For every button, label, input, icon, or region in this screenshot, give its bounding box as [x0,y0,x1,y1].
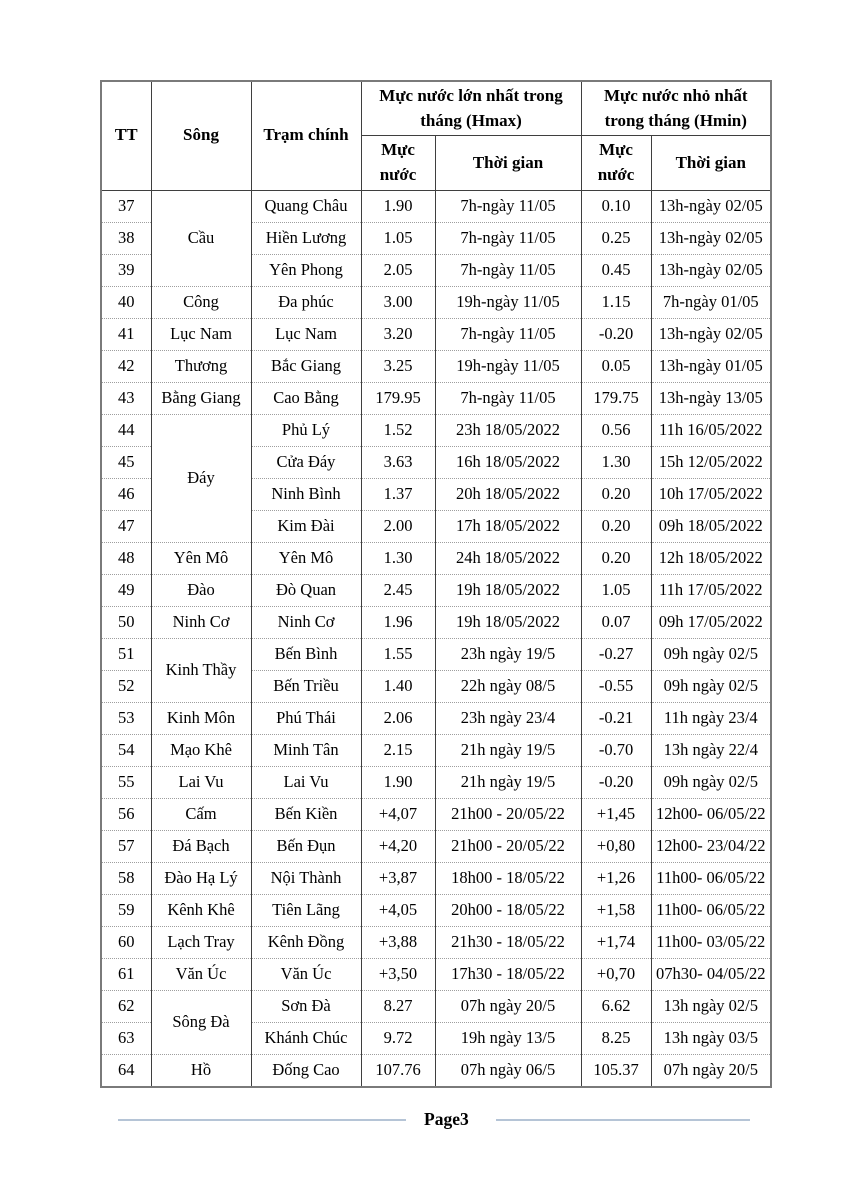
river-cell: Yên Mô [151,542,251,574]
hmax-time-cell: 19h 18/05/2022 [435,606,581,638]
station-cell: Bến Đụn [251,830,361,862]
header-tram-chinh: Trạm chính [251,81,361,190]
hmax-time-cell: 23h ngày 19/5 [435,638,581,670]
hmax-value-cell: 3.00 [361,286,435,318]
hmax-value-cell: +4,07 [361,798,435,830]
river-cell: Bằng Giang [151,382,251,414]
station-cell: Nội Thành [251,862,361,894]
table-row [101,1054,771,1087]
tt-cell: 44 [101,414,151,446]
river-cell: Lạch Tray [151,926,251,958]
station-cell: Đa phúc [251,286,361,318]
header-hmax-group: Mực nước lớn nhất trong tháng (Hmax) [361,81,581,136]
hmax-value-cell: 179.95 [361,382,435,414]
hmax-value-cell: 2.45 [361,574,435,606]
hmax-value-cell: 3.25 [361,350,435,382]
table-row [101,574,771,606]
table-row [101,606,771,638]
hmin-value-cell: +1,45 [581,798,651,830]
hmin-time-cell: 13h ngày 02/5 [651,990,771,1022]
hmin-time-cell: 12h00- 23/04/22 [651,830,771,862]
hmax-value-cell: 1.40 [361,670,435,702]
hmax-value-cell: 1.05 [361,222,435,254]
tt-cell: 63 [101,1022,151,1054]
river-cell: Mạo Khê [151,734,251,766]
hmax-time-cell: 7h-ngày 11/05 [435,254,581,286]
hmin-time-cell: 11h ngày 23/4 [651,702,771,734]
river-cell: Lai Vu [151,766,251,798]
table-row [101,542,771,574]
river-cell: Đá Bạch [151,830,251,862]
river-cell: Đáy [151,414,251,542]
hmin-value-cell: 0.20 [581,542,651,574]
station-cell: Đò Quan [251,574,361,606]
river-cell: Kinh Môn [151,702,251,734]
hmax-time-cell: 20h00 - 18/05/22 [435,894,581,926]
hmin-value-cell: 1.30 [581,446,651,478]
station-cell: Bắc Giang [251,350,361,382]
tt-cell: 37 [101,190,151,222]
station-cell: Văn Úc [251,958,361,990]
hmin-time-cell: 13h ngày 03/5 [651,1022,771,1054]
hmin-time-cell: 13h-ngày 02/05 [651,222,771,254]
hmax-time-cell: 7h-ngày 11/05 [435,318,581,350]
table-row [101,894,771,926]
hmax-time-cell: 24h 18/05/2022 [435,542,581,574]
hmin-value-cell: 0.05 [581,350,651,382]
hmax-time-cell: 21h30 - 18/05/22 [435,926,581,958]
station-cell: Cao Bằng [251,382,361,414]
tt-cell: 39 [101,254,151,286]
tt-cell: 46 [101,478,151,510]
hmin-time-cell: 07h30- 04/05/22 [651,958,771,990]
hmax-value-cell: 2.05 [361,254,435,286]
hmin-value-cell: 1.05 [581,574,651,606]
hmax-value-cell: +3,87 [361,862,435,894]
hmin-time-cell: 11h00- 06/05/22 [651,894,771,926]
hmin-value-cell: 105.37 [581,1054,651,1087]
table-row [101,926,771,958]
hmax-time-cell: 17h 18/05/2022 [435,510,581,542]
hmin-time-cell: 13h-ngày 01/05 [651,350,771,382]
table-row [101,798,771,830]
hmin-time-cell: 12h00- 06/05/22 [651,798,771,830]
hmax-value-cell: 8.27 [361,990,435,1022]
hmin-time-cell: 11h00- 06/05/22 [651,862,771,894]
river-cell: Văn Úc [151,958,251,990]
station-cell: Quang Châu [251,190,361,222]
hmin-time-cell: 10h 17/05/2022 [651,478,771,510]
tt-cell: 62 [101,990,151,1022]
river-cell: Cấm [151,798,251,830]
hmin-time-cell: 11h 16/05/2022 [651,414,771,446]
hmin-time-cell: 15h 12/05/2022 [651,446,771,478]
station-cell: Khánh Chúc [251,1022,361,1054]
hmin-value-cell: 0.56 [581,414,651,446]
hmin-value-cell: +1,26 [581,862,651,894]
tt-cell: 38 [101,222,151,254]
footer-rule-right [496,1119,750,1121]
table-row [101,318,771,350]
hmin-time-cell: 09h 18/05/2022 [651,510,771,542]
river-cell: Ninh Cơ [151,606,251,638]
table-row [101,766,771,798]
tt-cell: 55 [101,766,151,798]
station-cell: Minh Tân [251,734,361,766]
header-tt: TT [101,81,151,190]
hmax-time-cell: 07h ngày 20/5 [435,990,581,1022]
station-cell: Tiên Lãng [251,894,361,926]
station-cell: Bến Bình [251,638,361,670]
table-row [101,990,771,1022]
hmin-value-cell: 0.25 [581,222,651,254]
table-row [101,958,771,990]
hmax-time-cell: 16h 18/05/2022 [435,446,581,478]
hmin-value-cell: -0.20 [581,766,651,798]
hmax-time-cell: 20h 18/05/2022 [435,478,581,510]
station-cell: Hiền Lương [251,222,361,254]
tt-cell: 41 [101,318,151,350]
tt-cell: 50 [101,606,151,638]
hmin-value-cell: 0.20 [581,510,651,542]
hmax-value-cell: 2.00 [361,510,435,542]
river-cell: Kênh Khê [151,894,251,926]
table-row [101,830,771,862]
tt-cell: 43 [101,382,151,414]
hmin-value-cell: 6.62 [581,990,651,1022]
table-row [101,862,771,894]
hmax-time-cell: 19h-ngày 11/05 [435,350,581,382]
tt-cell: 64 [101,1054,151,1087]
hmax-value-cell: 107.76 [361,1054,435,1087]
station-cell: Cửa Đáy [251,446,361,478]
hmin-value-cell: 179.75 [581,382,651,414]
tt-cell: 56 [101,798,151,830]
hmax-time-cell: 17h30 - 18/05/22 [435,958,581,990]
river-cell: Đào [151,574,251,606]
hmin-value-cell: +0,80 [581,830,651,862]
tt-cell: 48 [101,542,151,574]
hmax-time-cell: 21h00 - 20/05/22 [435,798,581,830]
header-hmin-group: Mực nước nhỏ nhất trong tháng (Hmin) [581,81,771,136]
tt-cell: 54 [101,734,151,766]
hmax-time-cell: 07h ngày 06/5 [435,1054,581,1087]
hmax-value-cell: 3.63 [361,446,435,478]
table-row [101,286,771,318]
table-row [101,638,771,670]
river-cell: Công [151,286,251,318]
hmin-value-cell: -0.70 [581,734,651,766]
hmax-value-cell: +4,20 [361,830,435,862]
hmin-time-cell: 09h ngày 02/5 [651,670,771,702]
hmin-value-cell: 0.07 [581,606,651,638]
hmax-value-cell: +3,50 [361,958,435,990]
header-song: Sông [151,81,251,190]
station-cell: Phủ Lý [251,414,361,446]
river-cell: Hồ [151,1054,251,1087]
hmax-time-cell: 23h ngày 23/4 [435,702,581,734]
hmax-value-cell: 1.52 [361,414,435,446]
tt-cell: 52 [101,670,151,702]
station-cell: Sơn Đà [251,990,361,1022]
station-cell: Ninh Cơ [251,606,361,638]
hmax-time-cell: 7h-ngày 11/05 [435,382,581,414]
station-cell: Kênh Đồng [251,926,361,958]
hmax-value-cell: 1.90 [361,190,435,222]
hmin-value-cell: 1.15 [581,286,651,318]
hmax-time-cell: 7h-ngày 11/05 [435,190,581,222]
header-hmin-thoi-gian: Thời gian [651,136,771,190]
tt-cell: 40 [101,286,151,318]
hmax-value-cell: 1.90 [361,766,435,798]
hmin-value-cell: -0.55 [581,670,651,702]
footer-rule-left [118,1119,406,1121]
river-cell: Sông Đà [151,990,251,1054]
river-cell: Kinh Thầy [151,638,251,702]
station-cell: Phú Thái [251,702,361,734]
station-cell: Yên Mô [251,542,361,574]
table-row [101,190,771,222]
hmin-time-cell: 13h-ngày 02/05 [651,190,771,222]
tt-cell: 53 [101,702,151,734]
table-body [101,190,771,1087]
tt-cell: 45 [101,446,151,478]
station-cell: Lai Vu [251,766,361,798]
tt-cell: 42 [101,350,151,382]
hmin-value-cell: 8.25 [581,1022,651,1054]
tt-cell: 47 [101,510,151,542]
page-footer [118,1111,750,1129]
station-cell: Đống Cao [251,1054,361,1087]
hmin-value-cell: 0.10 [581,190,651,222]
table-header [101,81,771,190]
hmax-time-cell: 19h-ngày 11/05 [435,286,581,318]
tt-cell: 57 [101,830,151,862]
hmin-time-cell: 12h 18/05/2022 [651,542,771,574]
station-cell: Bến Kiền [251,798,361,830]
hmax-value-cell: 9.72 [361,1022,435,1054]
hmin-value-cell: -0.21 [581,702,651,734]
hmin-time-cell: 09h ngày 02/5 [651,638,771,670]
page-number-label: Page3 [424,1109,469,1129]
hmin-value-cell: 0.45 [581,254,651,286]
hmin-time-cell: 07h ngày 20/5 [651,1054,771,1087]
hmax-value-cell: 2.06 [361,702,435,734]
table-row [101,350,771,382]
hmax-time-cell: 21h ngày 19/5 [435,766,581,798]
hmin-value-cell: -0.27 [581,638,651,670]
water-level-table [100,80,772,1088]
hmax-time-cell: 21h ngày 19/5 [435,734,581,766]
hmin-value-cell: -0.20 [581,318,651,350]
hmin-value-cell: +0,70 [581,958,651,990]
hmax-time-cell: 22h ngày 08/5 [435,670,581,702]
tt-cell: 60 [101,926,151,958]
hmin-time-cell: 11h00- 03/05/22 [651,926,771,958]
station-cell: Kim Đài [251,510,361,542]
hmin-time-cell: 7h-ngày 01/05 [651,286,771,318]
hmax-value-cell: 1.96 [361,606,435,638]
tt-cell: 58 [101,862,151,894]
table-row [101,414,771,446]
station-cell: Bến Triều [251,670,361,702]
hmax-value-cell: 2.15 [361,734,435,766]
tt-cell: 49 [101,574,151,606]
hmin-value-cell: 0.20 [581,478,651,510]
hmax-value-cell: 3.20 [361,318,435,350]
hmin-time-cell: 13h-ngày 02/05 [651,254,771,286]
hmin-value-cell: +1,58 [581,894,651,926]
hmax-time-cell: 19h ngày 13/5 [435,1022,581,1054]
tt-cell: 51 [101,638,151,670]
hmax-time-cell: 18h00 - 18/05/22 [435,862,581,894]
hmin-time-cell: 13h-ngày 02/05 [651,318,771,350]
hmin-time-cell: 13h-ngày 13/05 [651,382,771,414]
header-hmax-thoi-gian: Thời gian [435,136,581,190]
hmax-value-cell: 1.55 [361,638,435,670]
river-cell: Đào Hạ Lý [151,862,251,894]
river-cell: Lục Nam [151,318,251,350]
table-row [101,382,771,414]
hmin-time-cell: 09h 17/05/2022 [651,606,771,638]
table-row [101,702,771,734]
header-hmin-muc-nuoc: Mực nước [581,136,651,190]
station-cell: Ninh Bình [251,478,361,510]
table-row [101,734,771,766]
hmax-value-cell: 1.30 [361,542,435,574]
hmax-time-cell: 19h 18/05/2022 [435,574,581,606]
river-cell: Thương [151,350,251,382]
station-cell: Yên Phong [251,254,361,286]
hmin-time-cell: 11h 17/05/2022 [651,574,771,606]
hmin-value-cell: +1,74 [581,926,651,958]
header-hmax-muc-nuoc: Mực nước [361,136,435,190]
station-cell: Lục Nam [251,318,361,350]
tt-cell: 61 [101,958,151,990]
hmax-value-cell: 1.37 [361,478,435,510]
tt-cell: 59 [101,894,151,926]
hmax-time-cell: 23h 18/05/2022 [435,414,581,446]
hmax-value-cell: +4,05 [361,894,435,926]
hmin-time-cell: 09h ngày 02/5 [651,766,771,798]
hmin-time-cell: 13h ngày 22/4 [651,734,771,766]
hmax-time-cell: 21h00 - 20/05/22 [435,830,581,862]
hmax-time-cell: 7h-ngày 11/05 [435,222,581,254]
header-row-group [101,81,771,136]
hmax-value-cell: +3,88 [361,926,435,958]
river-cell: Cầu [151,190,251,286]
